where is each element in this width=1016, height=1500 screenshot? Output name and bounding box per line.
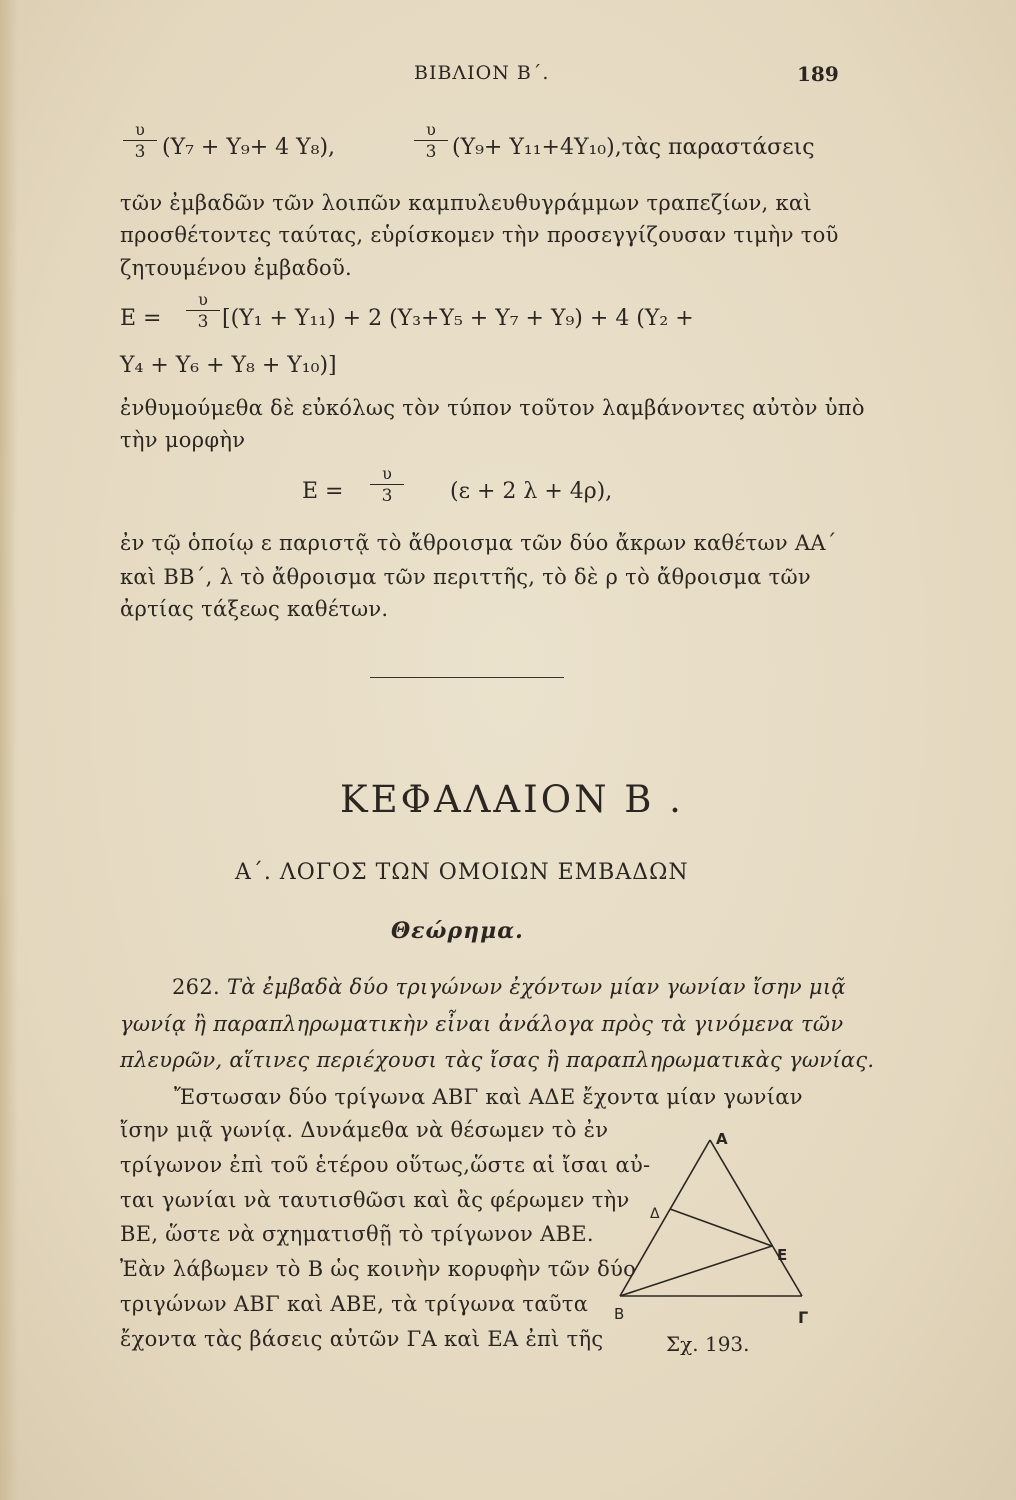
proof-line: τρίγωνον ἐπὶ τοῦ ἑτέρου οὕτως,ὥστε αἱ ἴσαι αὐ- xyxy=(120,1153,651,1177)
page-number: 189 xyxy=(797,62,839,86)
proof-line: ἴσην μιᾷ γωνίᾳ. Δυνάμεθα νὰ θέσωμεν τὸ ἐν xyxy=(120,1118,609,1142)
text-line: ἐν τῷ ὁποίῳ ε παριστᾷ τὸ ἄθροισμα τῶν δύο ἄκρων καθέτων ΑΑ΄ xyxy=(120,531,837,555)
section-title: Α΄. ΛΟΓΟΣ ΤΩΝ ΟΜΟΙΩΝ ΕΜΒΑΔΩΝ xyxy=(235,860,689,885)
side-DE xyxy=(670,1209,772,1246)
proof-line: ἔχοντα τὰς βάσεις αὐτῶν ΓΑ καὶ ΕΑ ἐπὶ τῆς xyxy=(120,1327,604,1351)
text-line: ἐνθυμούμεθα δὲ εὐκόλως τὸν τύπον τοῦτον λαμβάνοντες αὐτὸν ὑπὸ xyxy=(120,396,865,420)
formula-lhs: E = xyxy=(120,306,162,331)
label-B: Β xyxy=(614,1305,625,1323)
proof-line: ΒΕ, ὥστε νὰ σχηματισθῇ τὸ τρίγωνον ΑΒΕ. xyxy=(120,1222,594,1246)
theorem-heading: Θεώρημα. xyxy=(391,918,524,944)
fraction-v-over-3: υ 3 xyxy=(123,122,157,161)
running-header: ΒΙΒΛΙΟΝ Β΄. xyxy=(414,62,550,84)
text-line: προσθέτοντες ταύτας, εὑρίσκομεν τὴν προσεγγίζουσαν τιμὴν τοῦ xyxy=(120,223,839,247)
theorem-number: 262. xyxy=(172,975,220,999)
side-AG xyxy=(710,1140,802,1296)
proof-line: ται γωνίαι νὰ ταυτισθῶσι καὶ ἂς φέρωμεν τὴν xyxy=(120,1188,630,1212)
chapter-title: ΚΕΦΑΛΑΙΟΝ Β . xyxy=(340,778,684,821)
label-A: Α xyxy=(716,1130,728,1148)
theorem-statement-line xyxy=(172,975,846,999)
fraction-v-over-3: υ 3 xyxy=(414,122,448,161)
triangle-figure xyxy=(612,1120,822,1335)
proof-line: Ἐὰν λάβωμεν τὸ Β ὡς κοινὴν κορυφὴν τῶν δύο xyxy=(120,1257,637,1281)
label-E: Ε xyxy=(777,1246,788,1264)
formula-body-continued: Υ₄ + Υ₆ + Υ₈ + Υ₁₀)] xyxy=(120,353,337,378)
text-line: τὴν μορφὴν xyxy=(120,428,246,452)
figure-caption: Σχ. 193. xyxy=(666,1332,750,1356)
text-line: τῶν ἐμβαδῶν τῶν λοιπῶν καμπυλευθυγράμμων τραπεζίων, καὶ xyxy=(120,191,812,215)
label-D: Δ xyxy=(650,1206,660,1222)
formula-term-1: (Υ₇ + Υ₉+ 4 Υ₈), xyxy=(162,135,336,160)
formula-body: [(Υ₁ + Υ₁₁) + 2 (Υ₃+Υ₅ + Υ₇ + Υ₉) + 4 (Υ₂ + xyxy=(222,306,694,331)
formula-lhs: E = xyxy=(302,479,344,504)
theorem-statement-line: πλευρῶν, αἵτινες περιέχουσι τὰς ἴσας ἢ παραπληρωματικὰς γωνίας. xyxy=(120,1048,875,1072)
theorem-statement-line: γωνίᾳ ἢ παραπληρωματικὴν εἶναι ἀνάλογα πρὸς τὰ γινόμενα τῶν xyxy=(120,1012,844,1036)
label-G: Γ xyxy=(798,1308,809,1327)
text-line: ἀρτίας τάξεως καθέτων. xyxy=(120,597,389,621)
formula-term-2: (Υ₉+ Υ₁₁+4Υ₁₀),τὰς παραστάσεις xyxy=(452,135,815,160)
separator-rule xyxy=(370,677,564,678)
segment-BE xyxy=(620,1246,772,1296)
fraction-v-over-3: υ 3 xyxy=(186,292,220,331)
proof-line: Ἔστωσαν δύο τρίγωνα ΑΒΓ καὶ ΑΔΕ ἔχοντα μίαν γωνίαν xyxy=(174,1085,803,1109)
fraction-v-over-3: υ 3 xyxy=(370,466,404,505)
proof-line: τριγώνων ΑΒΓ καὶ ΑΒΕ, τὰ τρίγωνα ταῦτα xyxy=(120,1292,589,1316)
theorem-text: Τὰ ἐμβαδὰ δύο τριγώνων ἐχόντων μίαν γωνίαν ἴσην μιᾷ xyxy=(226,975,846,999)
formula-rhs: (ε + 2 λ + 4ρ), xyxy=(450,479,613,504)
text-line: ζητουμένου ἐμβαδοῦ. xyxy=(120,256,353,280)
text-line: καὶ ΒΒ΄, λ τὸ ἄθροισμα τῶν περιττῆς, τὸ δὲ ρ τὸ ἄθροισμα τῶν xyxy=(120,565,811,589)
page-edge-shadow xyxy=(0,0,18,1500)
